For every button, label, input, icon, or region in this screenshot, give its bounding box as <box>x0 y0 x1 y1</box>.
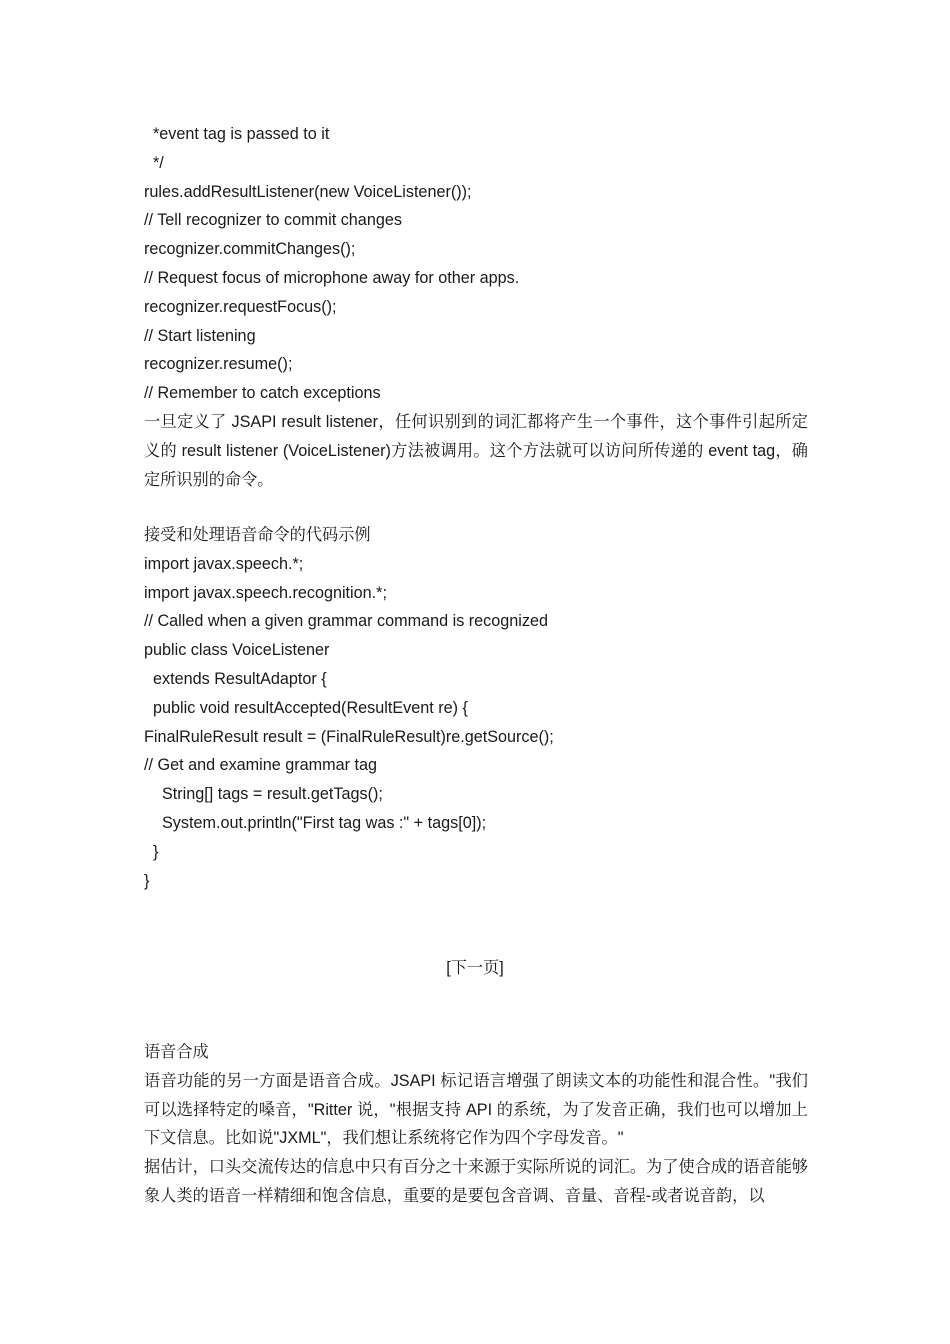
code-line: public void resultAccepted(ResultEvent re) { <box>144 698 468 717</box>
body-paragraph: 语音功能的另一方面是语音合成。JSAPI 标记语言增强了朗读文本的功能性和混合性。"我们可以选择特定的嗓音，"Ritter 说，"根据支持 API 的系统，为了发音正确，我们也可以增加上下文信息。比如说"JXML"，我们想让系统将它作为四个字母发音。" <box>144 1071 808 1148</box>
code-line: // Request focus of microphone away for other apps. <box>144 268 520 287</box>
code-line: *event tag is passed to it <box>144 125 330 143</box>
code-line: public class VoiceListener <box>144 641 330 660</box>
code-line: // Tell recognizer to commit changes <box>144 211 402 230</box>
code-line: // Get and examine grammar tag <box>144 756 378 775</box>
code-line: rules.addResultListener(new VoiceListener()); <box>144 182 472 201</box>
code-line: extends ResultAdaptor { <box>144 669 327 688</box>
code-line: FinalRuleResult result = (FinalRuleResult)re.getSource(); <box>144 727 554 746</box>
speech-synthesis-section <box>144 1038 808 1211</box>
code-line: recognizer.commitChanges(); <box>144 240 356 259</box>
code-line: recognizer.requestFocus(); <box>144 297 337 316</box>
code-line: } <box>144 842 159 861</box>
section-heading: 语音合成 <box>144 1043 209 1061</box>
code-block-1 <box>144 120 808 494</box>
section-heading: 接受和处理语音命令的代码示例 <box>144 526 371 544</box>
code-example-section <box>144 521 808 895</box>
code-line: System.out.println("First tag was :" + tags[0]); <box>144 813 487 832</box>
code-line: import javax.speech.*; <box>144 554 304 573</box>
code-line: */ <box>144 153 164 172</box>
code-line: // Remember to catch exceptions <box>144 384 381 403</box>
code-line: recognizer.resume(); <box>144 355 293 374</box>
code-line: import javax.speech.recognition.*; <box>144 583 387 602</box>
code-line: } <box>144 871 150 890</box>
code-line: // Called when a given grammar command is recognized <box>144 612 548 631</box>
body-paragraph: 一旦定义了 JSAPI result listener，任何识别到的词汇都将产生一个事件，这个事件引起所定义的 result listener (VoiceListener)方法被调用。这个方法就可以访问所传递的 event tag，确定所识别的命令。 <box>144 412 808 489</box>
code-line: // Start listening <box>144 326 256 345</box>
code-line: String[] tags = result.getTags(); <box>144 785 383 804</box>
next-page-link[interactable]: [下一页] <box>446 959 504 977</box>
body-paragraph: 据估计，口头交流传达的信息中只有百分之十来源于实际所说的词汇。为了使合成的语音能够象人类的语音一样精细和饱含信息，重要的是要包含音调、音量、音程-或者说音韵，以 <box>144 1158 808 1205</box>
